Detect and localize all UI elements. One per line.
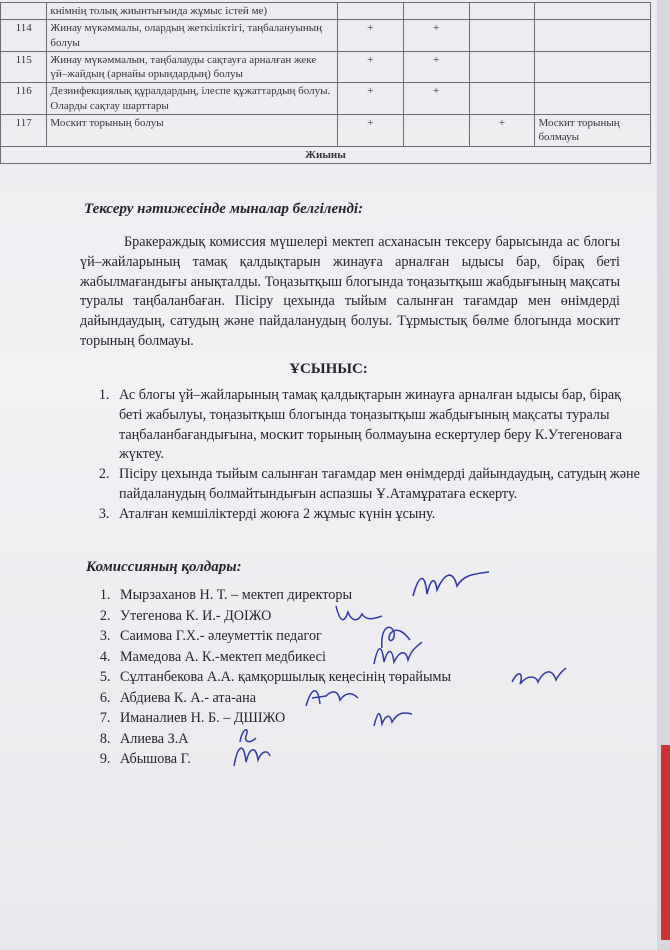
table-row (1, 20, 651, 52)
list-item: 7. Иманалиев Н. Б. – ДШІЖО (114, 708, 534, 729)
row-mark (403, 115, 469, 147)
row-mark: + (337, 20, 403, 52)
row-mark (469, 83, 535, 115)
recommendations-list (86, 386, 643, 525)
signature-1 (405, 566, 495, 606)
row-note (535, 51, 651, 83)
findings-paragraph (80, 233, 620, 352)
list-item: 3. Саимова Г.Х.- әлеуметтік педагог (114, 626, 534, 647)
row-note: Москит торының болмауы (535, 115, 651, 147)
row-mark (469, 20, 535, 52)
table-row (1, 115, 651, 147)
commission-title: Комиссияның қолдары: (86, 559, 242, 575)
list-item: 8. Алиева З.А (114, 729, 534, 750)
list-item: 6. Абдиева К. А.- ата-ана (114, 688, 534, 709)
row-mark: + (337, 115, 403, 147)
list-item: 1. Ас блогы үй–жайларының тамақ қалдықтарын жинауға арналған ыдысы бар, бірақ беті жабылуы, тоңазытқыш блогында тоңазытқыш жабдығының мақсаты туралы таңбаланбағандығына, москит торының болмауына ескертулер беру К.Утегеноваға жүктеу. (113, 386, 643, 465)
edge-accent (661, 745, 670, 940)
findings-title: Тексеру нәтижесінде мыналар белгіленді: (84, 201, 364, 217)
signature-5 (508, 662, 570, 692)
signature-7 (368, 702, 418, 734)
commission-members-list (92, 585, 534, 770)
row-mark: + (469, 115, 535, 147)
table-total-row (1, 146, 651, 163)
table-row (1, 83, 651, 115)
row-item: Жинау мүкәммалын, таңбалауды сақтауға арналған жеке үй–жайдың (арнайы орындардың) болуы (47, 51, 337, 83)
table-row (1, 51, 651, 83)
table-cell: кнімнің толық жиынтығында жұмыс істей ме) (47, 3, 337, 20)
signature-4 (368, 638, 428, 672)
table-cell (1, 3, 47, 20)
signature-6 (300, 680, 366, 714)
row-number: 117 (1, 115, 47, 147)
list-item: 2. Пісіру цехында тыйым салынған тағамдар мен өнімдерді дайындаудың, сатудың және пайдаланудың болмайтындығын аспазшы Ұ.Атамұратаға ескерту. (113, 465, 643, 505)
row-number: 114 (1, 20, 47, 52)
row-mark: + (337, 51, 403, 83)
list-item: 5. Сұлтанбекова А.А. қамқоршылық кеңесінің төрайымы (114, 667, 534, 688)
findings-text: Бракераждық комиссия мүшелері мектеп асханасын тексеру барысында ас блогы үй–жайларының тамақ қалдықтарын жинауға арналған ыдысы бар, бірақ беті жабылмағандығы анықталды. Тоңазытқыш блогында тоңазытқыш жабдығының мақсаты туралы таңбаланбаған. Пісіру цехында тыйым салынған тағамдар мен өнімдерді дайындаудың, сатудың және пайдаланудың болуы. Тұрмыстық бөлме блогында москит торының болмауы. (80, 234, 620, 349)
total-label: Жиыны (1, 146, 651, 163)
row-number: 115 (1, 51, 47, 83)
row-mark (469, 51, 535, 83)
list-item: 9. Абышова Г. (114, 749, 534, 770)
table-row (1, 3, 651, 20)
table-cell (337, 3, 403, 20)
row-number: 116 (1, 83, 47, 115)
row-note (535, 20, 651, 52)
row-mark: + (337, 83, 403, 115)
recommendations-title: ҰСЫНЫС: (289, 361, 368, 377)
table-cell (469, 3, 535, 20)
table-cell (403, 3, 469, 20)
list-item: 2. Утегенова К. И.- ДОІЖО (114, 606, 534, 627)
row-mark: + (403, 51, 469, 83)
checklist-table (0, 2, 651, 164)
list-item: 3. Аталған кемшіліктерді жоюға 2 жұмыс күнін ұсыну. (113, 505, 643, 525)
signature-9 (228, 736, 274, 772)
row-note (535, 83, 651, 115)
list-item: 4. Мамедова А. К.-мектеп медбикесі (114, 647, 534, 668)
row-item: Москит торының болуы (47, 115, 337, 147)
row-item: Жинау мүкәммалы, олардың жеткіліктігі, таңбалануының болуы (47, 20, 337, 52)
list-item: 1. Мырзаханов Н. Т. – мектеп директоры (114, 585, 534, 606)
table-cell (535, 3, 651, 20)
row-item: Дезинфекциялық құралдардың, ілеспе құжаттардың болуы. Оларды сақтау шарттары (47, 83, 337, 115)
row-mark: + (403, 20, 469, 52)
row-mark: + (403, 83, 469, 115)
